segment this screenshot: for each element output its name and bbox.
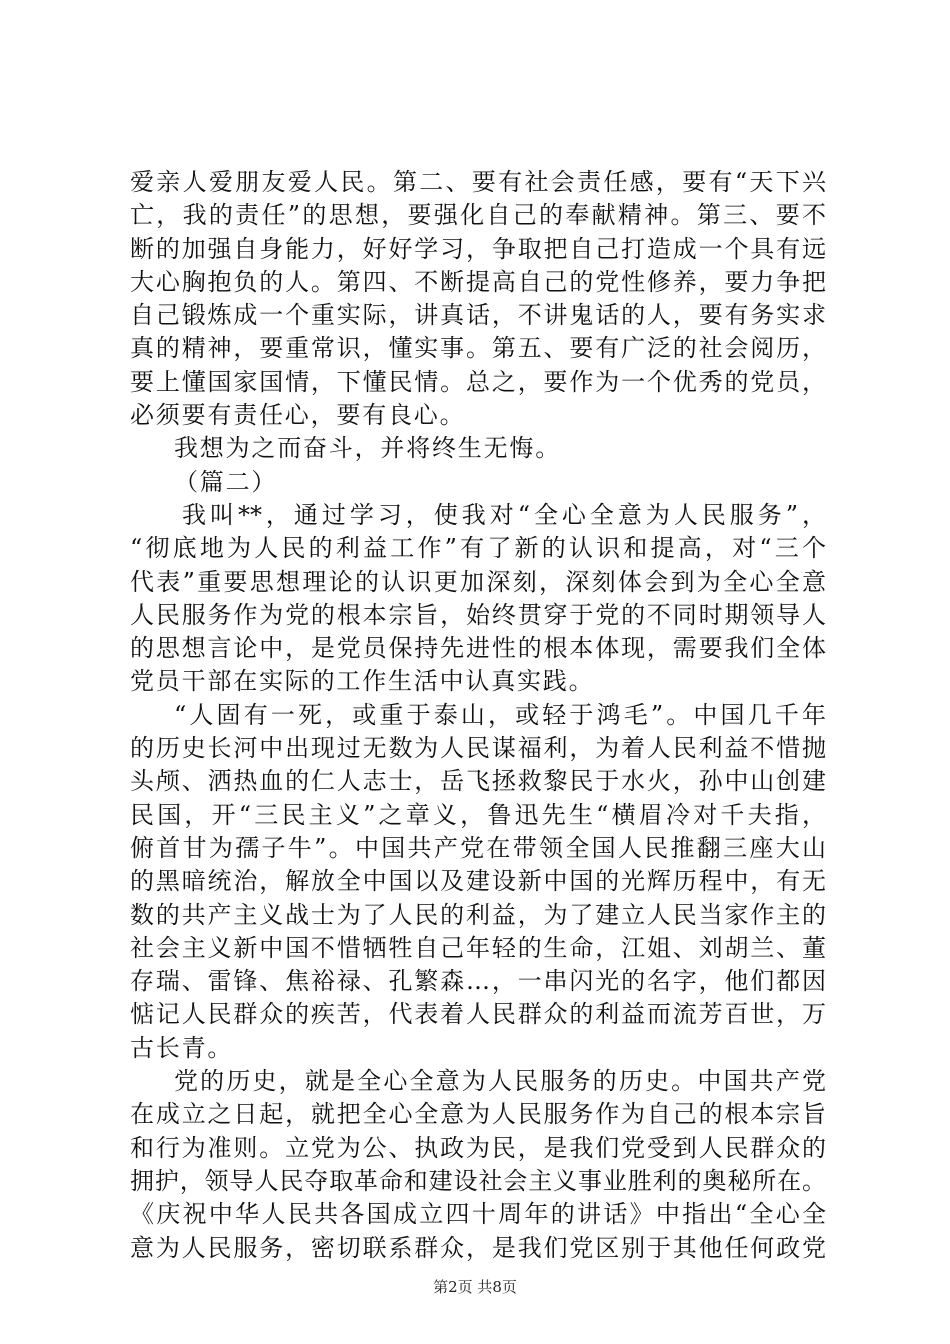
text-line: 亡，我的责任”的思想，要强化自己的奉献精神。第三、要不 bbox=[130, 201, 826, 230]
text-line: 拥护，领导人民夺取革命和建设社会主义事业胜利的奥秘所在。 bbox=[130, 1166, 826, 1195]
text-line: 要上懂国家国情，下懂民情。总之，要作为一个优秀的党员， bbox=[130, 367, 826, 396]
text-line: 俯首甘为孺子牛”。中国共产党在带领全国人民推翻三座大山 bbox=[130, 833, 826, 862]
text-line: 真的精神，要重常识，懂实事。第五、要有广泛的社会阅历， bbox=[130, 334, 826, 363]
text-line: 的黑暗统治，解放全中国以及建设新中国的光辉历程中，有无 bbox=[130, 867, 826, 896]
text-line: 在成立之日起，就把全心全意为人民服务作为自己的根本宗旨 bbox=[130, 1100, 826, 1129]
section-heading: （篇二） bbox=[174, 467, 278, 496]
text-line: 人民服务作为党的根本宗旨，始终贯穿于党的不同时期领导人 bbox=[130, 600, 826, 629]
text-line: 代表”重要思想理论的认识更加深刻，深刻体会到为全心全意 bbox=[130, 567, 826, 596]
text-line: 意为人民服务，密切联系群众，是我们党区别于其他任何政党 bbox=[130, 1233, 826, 1262]
text-line: 断的加强自身能力，好好学习，争取把自己打造成一个具有远 bbox=[130, 234, 826, 263]
document-body bbox=[130, 166, 826, 1265]
text-line: 《庆祝中华人民共各国成立四十周年的讲话》中指出“全心全 bbox=[130, 1200, 826, 1229]
text-line: 的历史长河中出现过无数为人民谋福利，为着人民利益不惜抛 bbox=[130, 734, 826, 763]
text-line: 社会主义新中国不惜牺牲自己年轻的生命，江姐、刘胡兰、董 bbox=[130, 933, 826, 962]
text-line: 必须要有责任心，要有良心。 bbox=[130, 401, 466, 430]
text-line: 的思想言论中，是党员保持先进性的根本体现，需要我们全体 bbox=[130, 634, 826, 663]
text-line: 和行为准则。立党为公、执政为民，是我们党受到人民群众的 bbox=[130, 1133, 826, 1162]
text-line: 党的历史，就是全心全意为人民服务的历史。中国共产党 bbox=[174, 1067, 826, 1096]
page-number-footer: 第2页 共8页 bbox=[433, 1278, 517, 1296]
text-line: 大心胸抱负的人。第四、不断提高自己的党性修养，要力争把 bbox=[130, 267, 826, 296]
text-line: 民国，开“三民主义”之章义，鲁迅先生“横眉冷对千夫指， bbox=[130, 800, 826, 829]
text-line: 我叫**，通过学习，使我对“全心全意为人民服务”， bbox=[182, 500, 826, 529]
text-line: 惦记人民群众的疾苦，代表着人民群众的利益而流芳百世，万 bbox=[130, 1000, 826, 1029]
text-line: 头颅、洒热血的仁人志士，岳飞拯救黎民于水火，孙中山创建 bbox=[130, 767, 826, 796]
text-line: 数的共产主义战士为了人民的利益，为了建立人民当家作主的 bbox=[130, 900, 826, 929]
text-line: 我想为之而奋斗，并将终生无悔。 bbox=[174, 434, 561, 463]
text-line: 爱亲人爱朋友爱人民。第二、要有社会责任感，要有“天下兴 bbox=[130, 168, 826, 196]
text-line: 党员干部在实际的工作生活中认真实践。 bbox=[130, 667, 595, 696]
text-line: 存瑞、雷锋、焦裕禄、孔繁森…，一串闪光的名字，他们都因 bbox=[130, 967, 826, 996]
text-line: “人固有一死，或重于泰山，或轻于鸿毛”。中国几千年 bbox=[174, 700, 826, 729]
text-line: 古长青。 bbox=[130, 1033, 234, 1062]
text-line: “彻底地为人民的利益工作”有了新的认识和提高，对“三个 bbox=[130, 534, 826, 563]
text-line: 自己锻炼成一个重实际，讲真话，不讲鬼话的人，要有务实求 bbox=[130, 301, 826, 330]
